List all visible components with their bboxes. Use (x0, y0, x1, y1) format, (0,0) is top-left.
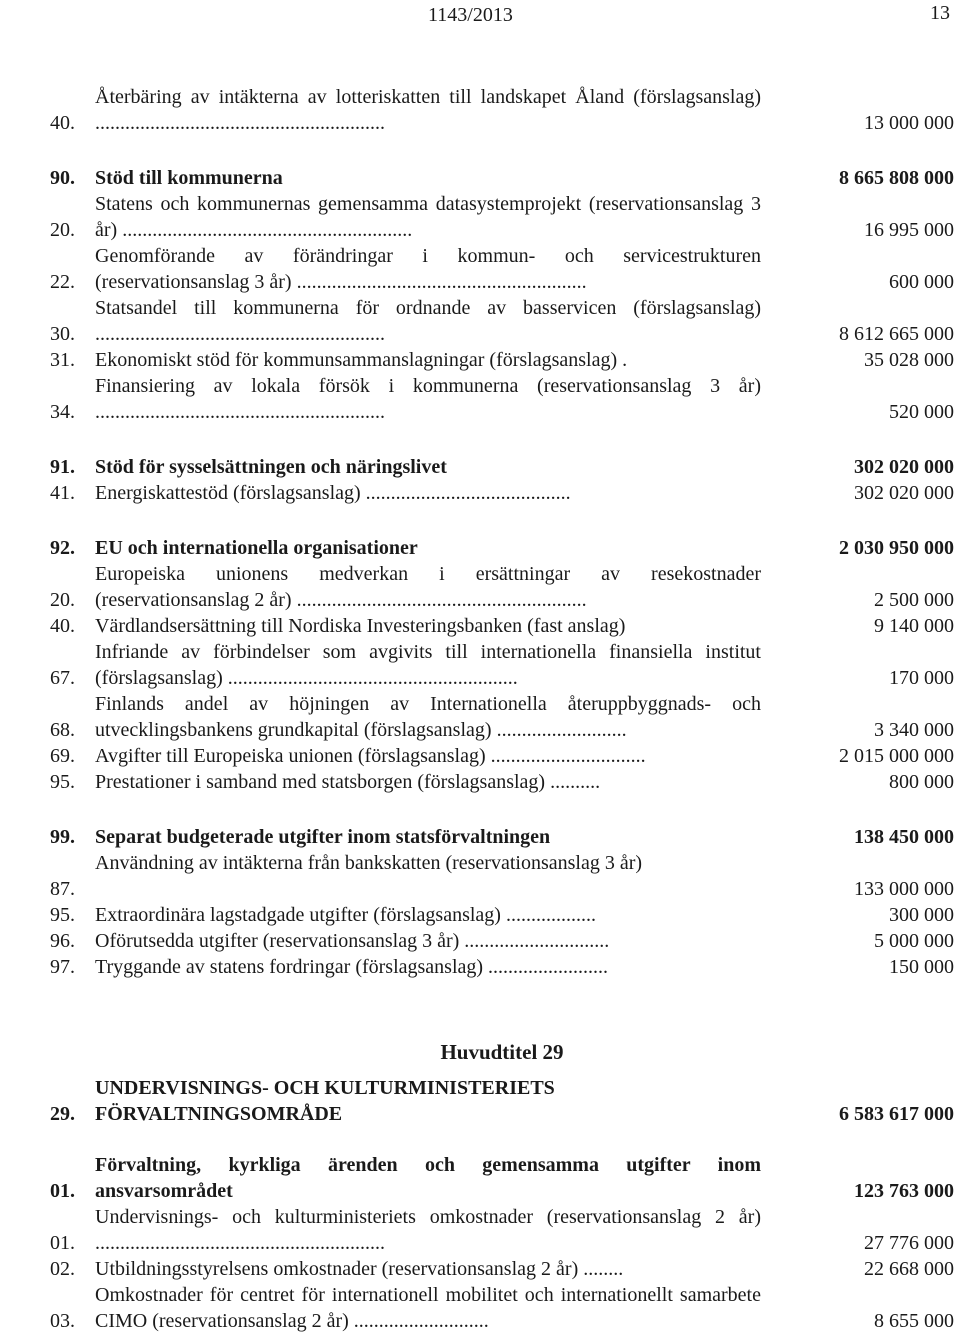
main-section-row (50, 165, 954, 191)
item-number: 95. (50, 904, 75, 926)
budget-row (50, 347, 954, 373)
main-section-row (50, 535, 954, 561)
item-text: Omkostnader för centret för internationell mobilitet och internationellt samarbete CIMO (reservationsanslag 2 år) ........................... (95, 1284, 761, 1332)
main-section-row (50, 824, 954, 850)
budget-row (50, 639, 954, 691)
item-number: 40. (50, 112, 75, 134)
item-amount: 2 500 000 (874, 589, 954, 611)
budget-row (50, 743, 954, 769)
item-text: Statens och kommunernas gemensamma datasystemprojekt (reservationsanslag 3 år) .......................................................... (95, 193, 761, 241)
budget-row (50, 902, 954, 928)
budget-row (50, 1256, 954, 1282)
item-amount: 8 612 665 000 (839, 323, 954, 345)
main-section-row (50, 454, 954, 480)
item-amount: 123 763 000 (854, 1180, 954, 1202)
item-number: 95. (50, 771, 75, 793)
item-amount: 22 668 000 (864, 1258, 954, 1280)
item-number: 01. (50, 1232, 75, 1254)
item-text: Europeiska unionens medverkan i ersättningar av resekostnader (reservationsanslag 2 år) .......................................................... (95, 563, 761, 611)
item-text: Stöd till kommunerna (95, 167, 283, 189)
item-amount: 300 000 (889, 904, 954, 926)
item-text: UNDERVISNINGS- OCH KULTURMINISTERIETS FÖRVALTNINGSOMRÅDE (95, 1077, 555, 1125)
budget-row (50, 691, 954, 743)
item-number: 99. (50, 826, 75, 848)
item-amount: 133 000 000 (854, 878, 954, 900)
item-number: 20. (50, 219, 75, 241)
item-amount: 3 340 000 (874, 719, 954, 741)
item-amount: 138 450 000 (854, 826, 954, 848)
budget-row (50, 613, 954, 639)
budget-row (50, 480, 954, 506)
item-number: 30. (50, 323, 75, 345)
item-amount: 35 028 000 (864, 349, 954, 371)
item-text: Användning av intäkterna från bankskatten (reservationsanslag 3 år) (95, 852, 643, 874)
main-section-row (50, 1075, 954, 1127)
item-text: Finansiering av lokala försök i kommunerna (reservationsanslag 3 år) .......................................................... (95, 375, 761, 423)
budget-row (50, 954, 954, 980)
item-amount: 800 000 (889, 771, 954, 793)
item-number: 87. (50, 878, 75, 900)
item-amount: 520 000 (889, 401, 954, 423)
item-number: 29. (50, 1103, 75, 1125)
item-number: 34. (50, 401, 75, 423)
item-amount: 16 995 000 (864, 219, 954, 241)
item-text: Prestationer i samband med statsborgen (förslagsanslag) .......... (95, 771, 601, 793)
item-number: 22. (50, 271, 75, 293)
item-number: 01. (50, 1180, 75, 1202)
item-number: 90. (50, 167, 75, 189)
main-section-row (50, 1152, 954, 1204)
item-text: Undervisnings- och kulturministeriets omkostnader (reservationsanslag 2 år) .......................................................... (95, 1206, 761, 1254)
budget-row (50, 1204, 954, 1256)
item-text: Värdlandsersättning till Nordiska Investeringsbanken (fast anslag) (95, 615, 626, 637)
budget-row (50, 84, 954, 136)
item-amount: 302 020 000 (854, 456, 954, 478)
budget-row (50, 295, 954, 347)
item-amount: 2 015 000 000 (839, 745, 954, 767)
budget-content (50, 84, 954, 1334)
item-number: 20. (50, 589, 75, 611)
item-number: 02. (50, 1258, 75, 1280)
item-number: 67. (50, 667, 75, 689)
item-text: Energiskattestöd (förslagsanslag) ......................................... (95, 482, 571, 504)
item-amount: 2 030 950 000 (839, 537, 954, 559)
item-number: 68. (50, 719, 75, 741)
item-text: Utbildningsstyrelsens omkostnader (reservationsanslag 2 år) ........ (95, 1258, 624, 1280)
item-amount: 150 000 (889, 956, 954, 978)
item-text: Extraordinära lagstadgade utgifter (förslagsanslag) .................. (95, 904, 596, 926)
item-text: Förvaltning, kyrkliga ärenden och gemensamma utgifter inom ansvarsområdet (95, 1154, 761, 1202)
item-text: Infriande av förbindelser som avgivits till internationella finansiella institut (förslagsanslag) .......................................................... (95, 641, 761, 689)
item-number: 31. (50, 349, 75, 371)
doc-number: 1143/2013 (428, 4, 513, 26)
item-text: Stöd för sysselsättningen och näringslivet (95, 456, 447, 478)
item-number: 03. (50, 1310, 75, 1332)
budget-row (50, 928, 954, 954)
item-text: Tryggande av statens fordringar (förslagsanslag) ........................ (95, 956, 609, 978)
item-number: 69. (50, 745, 75, 767)
huvudtitel-heading: Huvudtitel 29 (440, 1040, 564, 1064)
item-text: Separat budgeterade utgifter inom statsförvaltningen (95, 826, 551, 848)
item-text: Avgifter till Europeiska unionen (förslagsanslag) ............................... (95, 745, 646, 767)
item-amount: 302 020 000 (854, 482, 954, 504)
budget-row (50, 1282, 954, 1334)
item-number: 41. (50, 482, 75, 504)
item-text: Statsandel till kommunerna för ordnande av basservicen (förslagsanslag) .......................................................... (95, 297, 761, 345)
item-number: 92. (50, 537, 75, 559)
budget-row (50, 769, 954, 795)
budget-row (50, 191, 954, 243)
item-number: 97. (50, 956, 75, 978)
item-number: 91. (50, 456, 75, 478)
budget-row (50, 850, 954, 902)
budget-row (50, 243, 954, 295)
item-amount: 600 000 (889, 271, 954, 293)
item-number: 96. (50, 930, 75, 952)
item-text: EU och internationella organisationer (95, 537, 418, 559)
item-amount: 27 776 000 (864, 1232, 954, 1254)
item-amount: 8 655 000 (874, 1310, 954, 1332)
item-amount: 9 140 000 (874, 615, 954, 637)
item-amount: 170 000 (889, 667, 954, 689)
item-text: Ekonomiskt stöd för kommunsammanslagningar (förslagsanslag) . (95, 349, 628, 371)
item-text: Återbäring av intäkterna av lotteriskatten till landskapet Åland (förslagsanslag) .......................................................... (95, 86, 761, 134)
item-text: Genomförande av förändringar i kommun- och servicestrukturen (reservationsanslag 3 år) .......................................................... (95, 245, 761, 293)
item-text: Finlands andel av höjningen av Internationella återuppbyggnads- och utvecklingsbankens grundkapital (förslagsanslag) .......................... (95, 693, 761, 741)
page-number: 13 (930, 2, 950, 24)
item-text: Oförutsedda utgifter (reservationsanslag 3 år) ............................. (95, 930, 610, 952)
item-amount: 13 000 000 (864, 112, 954, 134)
budget-row (50, 561, 954, 613)
budget-row (50, 373, 954, 425)
item-amount: 8 665 808 000 (839, 167, 954, 189)
item-amount: 5 000 000 (874, 930, 954, 952)
item-number: 40. (50, 615, 75, 637)
item-amount: 6 583 617 000 (839, 1103, 954, 1125)
